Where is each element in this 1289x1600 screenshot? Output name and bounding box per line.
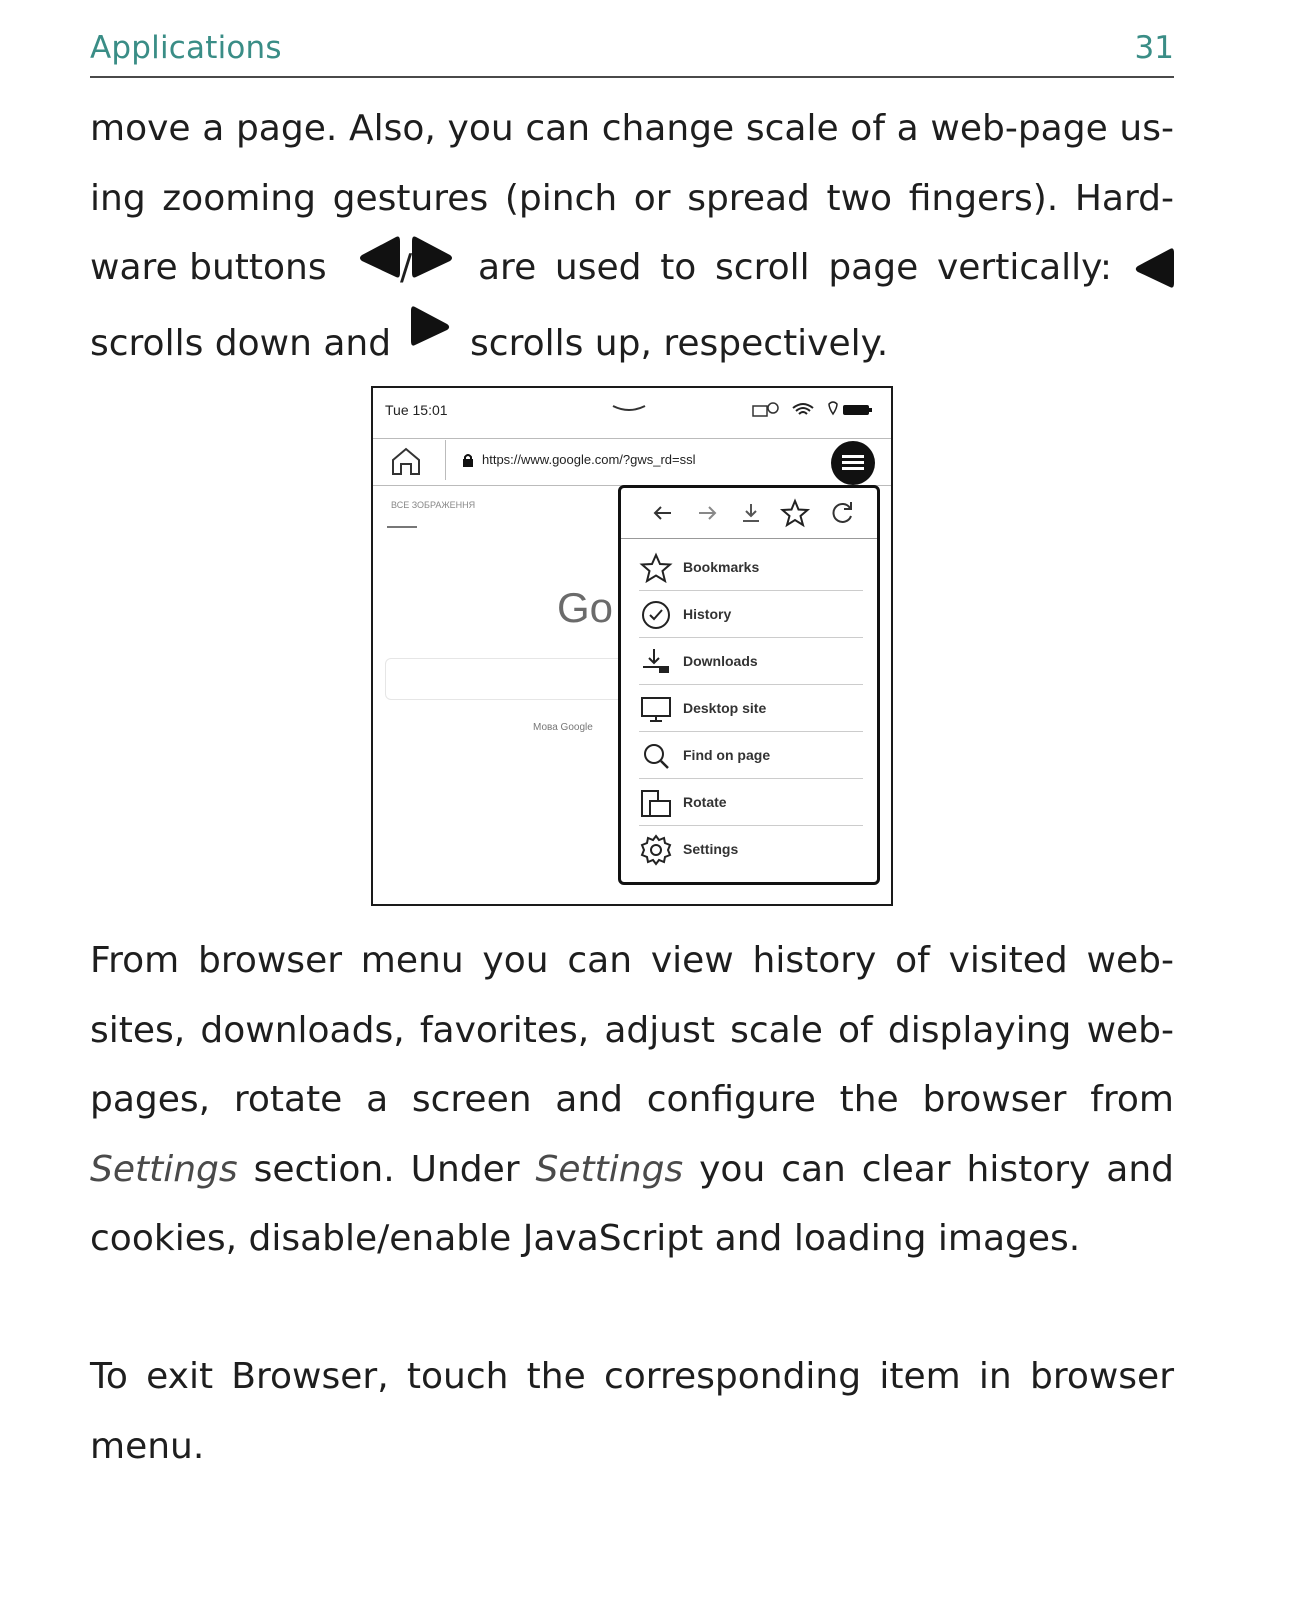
paragraph-browser-menu	[90, 926, 1174, 1274]
monitor-icon	[639, 693, 673, 725]
text-line: menu.	[90, 1425, 205, 1467]
home-icon[interactable]	[389, 446, 423, 476]
menu-item-history[interactable]	[639, 591, 863, 638]
menu-item-bookmarks[interactable]	[639, 544, 863, 591]
google-logo-partial: Go	[557, 584, 614, 631]
triangle-left-icon	[356, 233, 400, 281]
download-icon	[639, 646, 673, 678]
text-line	[90, 1135, 1174, 1205]
text-line: pages, rotate a screen and configure the browser from	[90, 1079, 1174, 1120]
gear-icon	[639, 834, 673, 866]
text-fragment: are used to scroll page vertically:	[478, 247, 1112, 288]
menu-item-label: Settings	[683, 841, 739, 857]
pull-down-handle-icon[interactable]	[611, 404, 647, 414]
star-icon	[639, 552, 673, 584]
status-time: Tue 15:01	[385, 402, 448, 418]
clock-icon	[639, 599, 673, 631]
text-line	[90, 303, 1174, 373]
text-line	[90, 233, 1174, 303]
paragraph-scrolling	[90, 94, 1174, 372]
settings-term: Settings	[90, 1148, 238, 1190]
menu-item-label: Rotate	[683, 794, 727, 810]
status-icons	[751, 400, 875, 420]
triangle-right-icon	[411, 303, 453, 349]
download-icon[interactable]	[739, 498, 763, 528]
reload-icon[interactable]	[827, 498, 857, 528]
text-line: To exit Browser, touch the corresponding item in browser	[90, 1356, 1174, 1397]
text-line: sites, downloads, favorites, adjust scale of displaying web-	[90, 1009, 1174, 1051]
back-arrow-icon[interactable]	[651, 498, 675, 528]
menu-item-desktop-site[interactable]	[639, 685, 863, 732]
status-bar	[373, 388, 891, 428]
menu-item-label: Bookmarks	[683, 559, 760, 575]
search-input[interactable]	[385, 658, 637, 700]
forward-arrow-icon[interactable]	[695, 498, 719, 528]
language-link[interactable]: Мова Google	[533, 722, 593, 733]
search-tabs[interactable]: ВСЕ ЗОБРАЖЕННЯ	[391, 500, 476, 510]
text-fragment: you can clear history and	[699, 1148, 1174, 1190]
triangle-left-icon	[1132, 245, 1174, 291]
text-line: move a page. Also, you can change scale of a web-page us-	[90, 108, 1174, 149]
active-tab-indicator	[387, 526, 417, 528]
hardware-buttons-glyphs	[356, 233, 456, 303]
settings-term: Settings	[535, 1148, 684, 1190]
menu-item-downloads[interactable]	[639, 638, 863, 685]
text-line: cookies, disable/enable JavaScript and loading images.	[90, 1218, 1081, 1259]
page-number: 31	[1134, 30, 1174, 66]
text-fragment: section. Under	[253, 1148, 520, 1190]
text-fragment: scrolls up, respectively.	[470, 322, 889, 364]
menu-item-label: History	[683, 606, 732, 622]
text-line: ing zooming gestures (pinch or spread two fingers). Hard-	[90, 177, 1174, 219]
browser-menu-button[interactable]	[831, 441, 875, 485]
navigation-row	[621, 488, 877, 539]
paragraph-exit-browser	[90, 1342, 1174, 1481]
lock-icon	[462, 453, 474, 467]
url-text: https://www.google.com/?gws_rd=ssl	[482, 452, 696, 467]
running-header	[90, 30, 1174, 78]
browser-menu-dropdown	[618, 485, 880, 885]
star-icon[interactable]	[779, 498, 811, 528]
menu-item-label: Downloads	[683, 653, 758, 669]
text-line: From browser menu you can view history of visited web-	[90, 940, 1174, 981]
menu-item-settings[interactable]	[639, 826, 863, 872]
section-title: Applications	[90, 30, 282, 66]
slash-separator: /	[400, 247, 413, 288]
menu-item-find-on-page[interactable]	[639, 732, 863, 779]
text-fragment: scrolls down and	[90, 322, 392, 364]
triangle-right-icon	[412, 233, 456, 281]
search-icon	[639, 740, 673, 772]
text-fragment: ware buttons	[90, 247, 327, 288]
menu-item-label: Find on page	[683, 747, 771, 763]
menu-item-label: Desktop site	[683, 700, 767, 716]
address-bar[interactable]	[445, 440, 822, 480]
browser-screenshot-figure	[371, 386, 893, 906]
menu-item-rotate[interactable]	[639, 779, 863, 826]
rotate-icon	[639, 787, 673, 819]
